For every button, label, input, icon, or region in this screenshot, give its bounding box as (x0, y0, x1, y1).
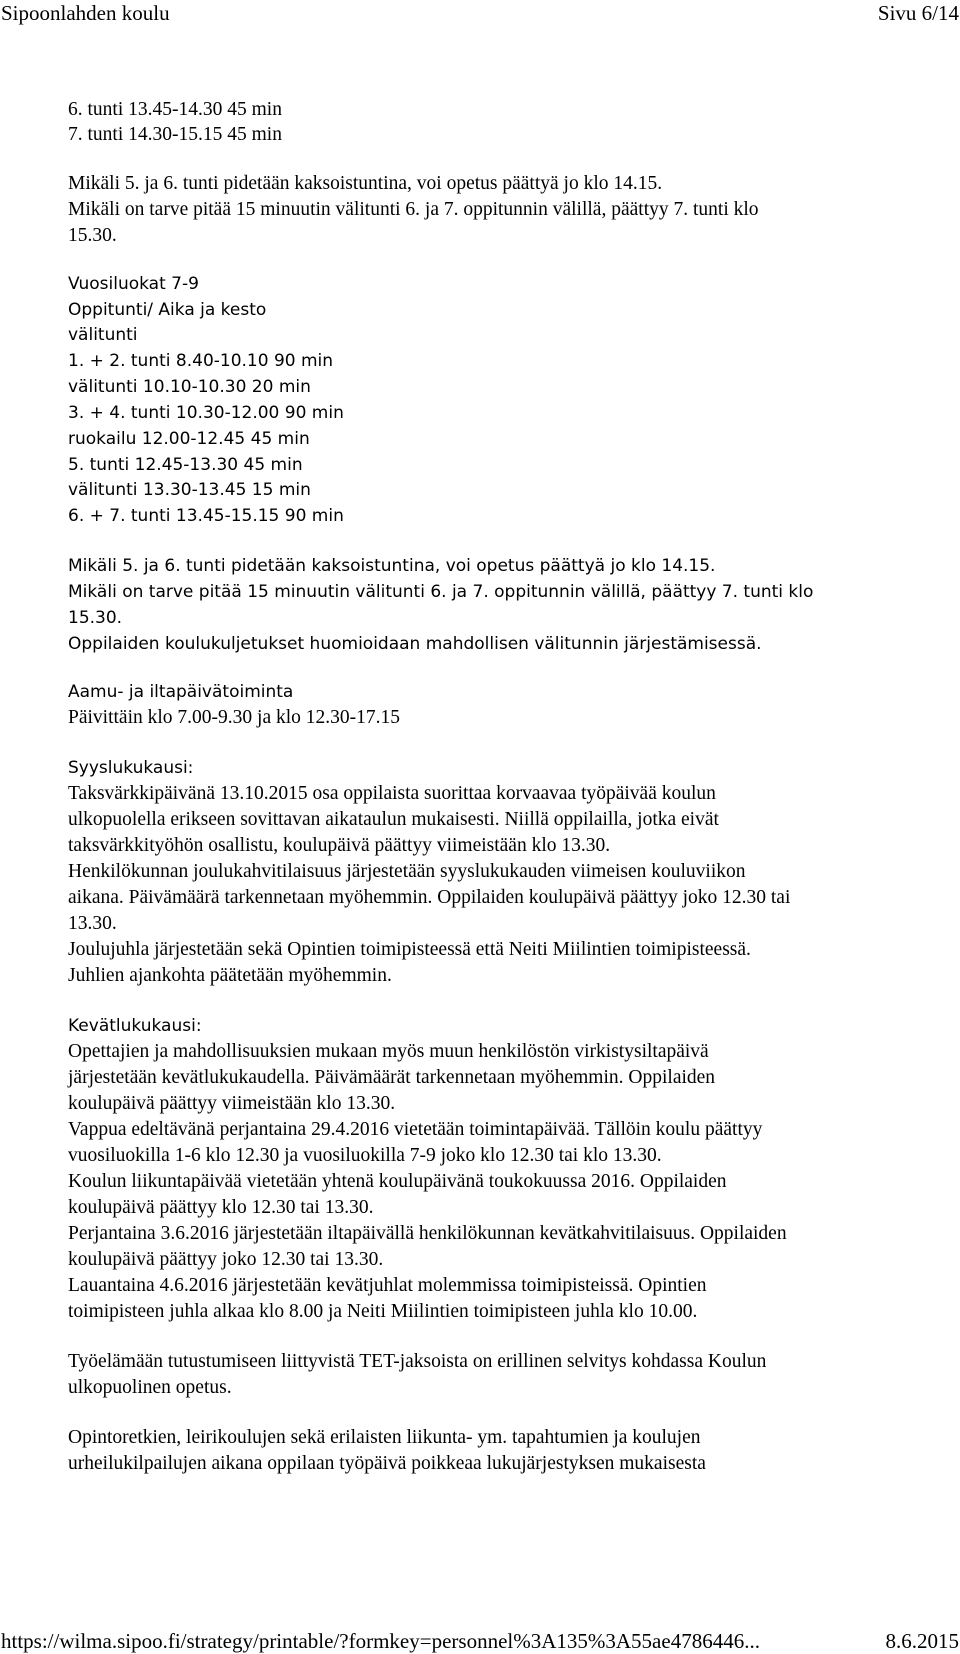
text-line: Vappua edeltävänä perjantaina 29.4.2016 vietetään toimintapäivää. Tällöin koulu päättyy (68, 1119, 763, 1140)
text-line: Koulun liikuntapäivää vietetään yhtenä koulupäivänä toukokuussa 2016. Oppilaiden (68, 1171, 727, 1192)
text-line: 6. tunti 13.45-14.30 45 min (68, 99, 282, 120)
text-line: Vuosiluokat 7-9 (68, 274, 199, 294)
text-line: 1. + 2. tunti 8.40-10.10 90 min (68, 351, 334, 371)
text-line: Oppitunti/ Aika ja kesto (68, 300, 267, 320)
text-line: ulkopuolella erikseen sovittavan aikataulun mukaisesti. Niillä oppilailla, jotka eivät (68, 809, 719, 830)
text-line: 15.30. (68, 608, 123, 628)
text-line: Joulujuhla järjestetään sekä Opintien toimipisteessä että Neiti Miilintien toimipisteessä. (68, 939, 751, 960)
text-line: välitunti 13.30-13.45 15 min (68, 480, 311, 500)
text-line: Mikäli on tarve pitää 15 minuutin välitunti 6. ja 7. oppitunnin välillä, päättyy 7. tunti klo (68, 199, 759, 220)
page-number: Sivu 6/14 (877, 1, 959, 25)
text-line: Mikäli on tarve pitää 15 minuutin välitunti 6. ja 7. oppitunnin välillä, päättyy 7. tunti klo (68, 582, 814, 602)
text-line: Mikäli 5. ja 6. tunti pidetään kaksoistuntina, voi opetus päättyä jo klo 14.15. (68, 173, 663, 194)
text-line: Opettajien ja mahdollisuuksien mukaan myös muun henkilöstön virkistysiltapäivä (68, 1041, 709, 1062)
text-line: Päivittäin klo 7.00-9.30 ja klo 12.30-17.15 (68, 707, 401, 728)
footer-date: 8.6.2015 (885, 1629, 959, 1653)
text-line: järjestetään kevätlukukaudella. Päivämäärät tarkennetaan myöhemmin. Oppilaiden (68, 1067, 716, 1088)
text-line: 13.30. (68, 913, 117, 934)
text-line: Henkilökunnan joulukahvitilaisuus järjestetään syyslukukauden viimeisen kouluviikon (68, 861, 746, 882)
text-line: taksvärkkityöhön osallistu, koulupäivä päättyy viimeistään klo 13.30. (68, 835, 611, 856)
text-line: Perjantaina 3.6.2016 järjestetään iltapäivällä henkilökunnan kevätkahvitilaisuus. Oppilaiden (68, 1223, 787, 1244)
text-line: 3. + 4. tunti 10.30-12.00 90 min (68, 403, 344, 423)
text-line: välitunti (68, 325, 138, 345)
text-line: Mikäli 5. ja 6. tunti pidetään kaksoistuntina, voi opetus päättyä jo klo 14.15. (68, 556, 716, 576)
text-line: koulupäivä päättyy viimeistään klo 13.30. (68, 1093, 396, 1114)
section-heading: Syyslukukausi: (68, 758, 194, 778)
text-line: välitunti 10.10-10.30 20 min (68, 377, 311, 397)
text-line: Opintoretkien, leirikoulujen sekä erilaisten liikunta- ym. tapahtumien ja koulujen (68, 1427, 701, 1448)
text-line: Taksvärkkipäivänä 13.10.2015 osa oppilaista suorittaa korvaavaa työpäivää koulun (68, 783, 716, 804)
text-line: Aamu- ja iltapäivätoiminta (68, 682, 294, 702)
text-line: 7. tunti 14.30-15.15 45 min (68, 124, 282, 145)
text-line: toimipisteen juhla alkaa klo 8.00 ja Neiti Miilintien toimipisteen juhla klo 10.00. (68, 1301, 698, 1322)
text-line: koulupäivä päättyy klo 12.30 tai 13.30. (68, 1197, 374, 1218)
text-line: 5. tunti 12.45-13.30 45 min (68, 455, 303, 475)
text-line: ruokailu 12.00-12.45 45 min (68, 429, 310, 449)
document-title: Sipoonlahden koulu (1, 1, 170, 25)
text-line: koulupäivä päättyy joko 12.30 tai 13.30. (68, 1249, 384, 1270)
text-line: urheilukilpailujen aikana oppilaan työpäivä poikkeaa lukujärjestyksen mukaisesta (68, 1453, 706, 1474)
text-line: 15.30. (68, 225, 117, 246)
text-line: Työelämään tutustumiseen liittyvistä TET-jaksoista on erillinen selvitys kohdassa Koulun (68, 1351, 767, 1372)
section-heading: Kevätlukukausi: (68, 1016, 202, 1036)
text-line: Oppilaiden koulukuljetukset huomioidaan mahdollisen välitunnin järjestämisessä. (68, 634, 762, 654)
text-line: Lauantaina 4.6.2016 järjestetään kevätjuhlat molemmissa toimipisteissä. Opintien (68, 1275, 707, 1296)
text-line: aikana. Päivämäärä tarkennetaan myöhemmin. Oppilaiden koulupäivä päättyy joko 12.30 tai (68, 887, 791, 908)
text-line: Juhlien ajankohta päätetään myöhemmin. (68, 965, 392, 986)
text-line: ulkopuolinen opetus. (68, 1377, 232, 1398)
text-line: vuosiluokilla 1-6 klo 12.30 ja vuosiluokilla 7-9 joko klo 12.30 tai klo 13.30. (68, 1145, 662, 1166)
text-line: 6. + 7. tunti 13.45-15.15 90 min (68, 506, 344, 526)
footer-url: https://wilma.sipoo.fi/strategy/printable/?formkey=personnel%3A135%3A55ae4786446... (1, 1629, 760, 1653)
